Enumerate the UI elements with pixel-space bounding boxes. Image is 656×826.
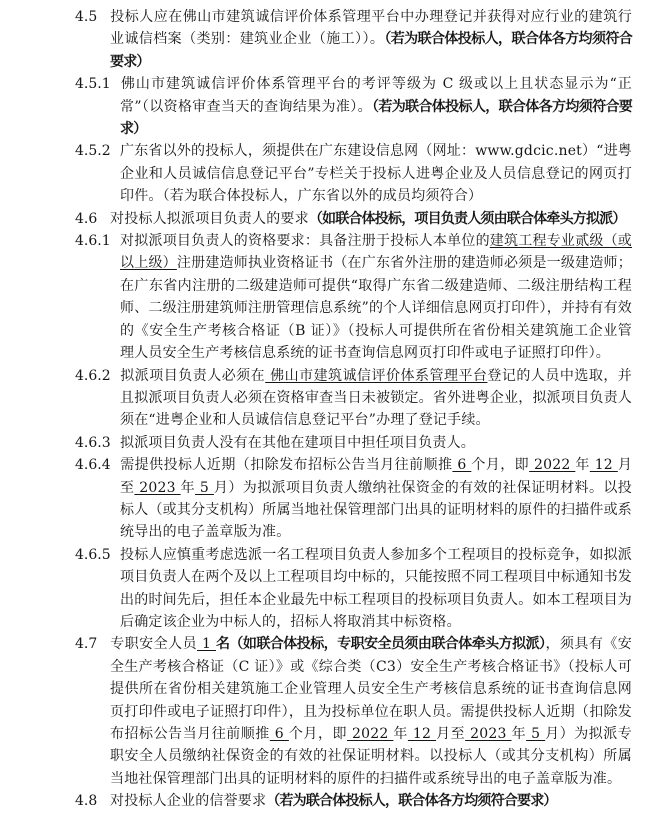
- text-run: ，须具有《安全生产考核合格证（C 证）》或《综合类（C3）安全生产考核合格证书》（投标人可提供所在省份相关建筑施工企业管理人员安全生产考核信息系统的证书查询信息网页打印件或电子证照打印件），且为投标单位在职人员。需提供投标人近期（扣除发布招标公告当月往前顺推: [110, 636, 633, 742]
- text-run: 月至: [436, 726, 466, 742]
- text-run: 拟派项目负责人必须在: [120, 367, 266, 384]
- underlined-fill-in-run: 12: [407, 726, 437, 742]
- text-run: 对投标人拟派项目负责人的要求: [110, 210, 309, 227]
- bold-emphasis-run: （若为联合体投标人，联合体各方均须符合要求）: [110, 31, 632, 70]
- section-text: [120, 457, 632, 540]
- section-4.5.1: [75, 73, 632, 140]
- underlined-fill-in-run: 6: [269, 726, 289, 742]
- text-run: 拟派项目负责人没有在其他在建项目中担任项目负责人。: [120, 434, 475, 451]
- underlined-fill-in-run: 2023: [465, 726, 512, 742]
- text-run: 注册建造师执业资格证书（在广东省外注册的建造师必须是一级建造师；在广东省内注册的二级建造师可提供“取得广东省二级建造师、二级注册结构工程师、二级注册建筑师注册管理信息系统”的个人详细信息网页打印件），并持有有效的《安全生产考核合格证（B 证）》（投标人可提供所在省份相关建筑施工企业管理人员安全生产考核信息系统的证书查询信息网页打印件或电子证照打印件）。: [120, 255, 632, 362]
- bold-emphasis-run: （若为联合体投标人，联合体各方均须符合要求）: [266, 793, 557, 810]
- underlined-fill-in-run: 佛山市建筑诚信评价体系管理平台: [265, 367, 488, 384]
- text-run: 投标人应在佛山市建筑诚信评价体系管理平台中办理登记并获得对应行业的建筑行业诚信档案（类别：建筑业企业（施工））。: [110, 9, 632, 48]
- underlined-fill-in-run: 2022: [529, 457, 576, 474]
- text-run: 广东省以外的投标人，须提供在广东建设信息网（网址：www.gdcic.net）“进粤企业和人员诚信信息登记平台”专栏关于投标人进粤企业及人员信息登记的网页打印件。（若为联合体投标人，广东省以外的成员均须符合）: [120, 143, 632, 205]
- section-number: 4.5.2: [75, 143, 111, 160]
- section-text: [110, 793, 557, 809]
- text-run: 需提供投标人近期（扣除发布招标公告当月往前顺推: [120, 457, 453, 474]
- bold-emphasis-run: 名（如联合体投标，专职安全员须由联合体牵头方拟派）: [215, 636, 546, 653]
- section-4.5: [75, 6, 632, 73]
- section-number: 4.6.5: [75, 546, 111, 563]
- text-run: 月）为拟派项目负责人缴纳社保资金的有效的社保证明材料。以投标人（或其分支机构）所属当地社保管理部门出具的证明材料的原件的扫描件或系统导出的电子盖章版为准。: [120, 479, 632, 541]
- section-number: 4.8: [75, 793, 98, 810]
- underlined-fill-in-run: 5: [526, 726, 546, 742]
- section-text: [110, 9, 632, 70]
- underlined-fill-in-run: 5: [195, 479, 214, 496]
- text-run: 年: [393, 726, 408, 742]
- text-run: 投标人应慎重考虑选派一名工程项目负责人参加多个工程项目的投标竞争，如拟派项目负责人在两个及以上工程项目均中标的，只能按照不同工程项目中标通知书发出的时间先后，担任本企业最先中标工程项目的投标项目负责人。如本工程项目为后确定该企业为中标人的，招标人将取消其中标资格。: [120, 546, 632, 630]
- section-text: [120, 233, 632, 361]
- section-number: 4.6: [75, 210, 98, 227]
- section-4.6.2: [75, 365, 632, 432]
- document-body: [75, 6, 632, 813]
- section-text: [110, 211, 626, 227]
- section-4.6.1: [75, 230, 632, 364]
- bold-emphasis-run: （如联合体投标，项目负责人须由联合体牵头方拟派）: [308, 210, 626, 227]
- section-number: 4.7: [75, 636, 98, 653]
- bold-emphasis-run: （若为联合体投标人，联合体各方均须符合要求）: [120, 98, 632, 138]
- text-run: 月）为拟派专职安全人员缴纳社保资金的有效的社保证明材料。以投标人（或其分支机构）所属当地社保管理部门出具的证明材料的原件的扫描件或系统导出的电子盖章版为准。: [110, 726, 633, 787]
- section-4.6.3: [75, 432, 632, 454]
- text-run: 年: [180, 479, 196, 496]
- section-text: [120, 547, 632, 630]
- section-4.6.4: [75, 454, 632, 544]
- text-run: 年: [511, 726, 527, 742]
- section-text: [120, 76, 632, 137]
- underlined-fill-in-run: 建筑工程专业贰级（或以上级）: [120, 233, 632, 272]
- section-text: [120, 435, 475, 451]
- text-run: 年: [575, 457, 590, 474]
- section-number: 4.5: [75, 9, 98, 25]
- text-run: 对投标人企业的信誉要求: [110, 793, 267, 810]
- text-run: 个月，即: [471, 457, 530, 474]
- section-4.7: [75, 633, 632, 790]
- section-number: 4.6.4: [75, 457, 111, 474]
- section-4.6.5: [75, 544, 632, 634]
- underlined-fill-in-run: 2022: [347, 726, 394, 742]
- section-4.5.2: [75, 140, 632, 207]
- text-run: 专职安全人员: [110, 636, 198, 653]
- text-run: 佛山市建筑诚信评价体系管理平台的考评等级为 C 级或以上且状态显示为“正常”（以资格审查当天的查询结果为准）。: [120, 76, 632, 115]
- text-run: 个月，即: [288, 726, 348, 742]
- text-run: 月至: [120, 457, 633, 496]
- section-number: 4.6.1: [75, 233, 111, 250]
- underlined-fill-in-run: 2023: [134, 479, 181, 496]
- section-text: [120, 368, 632, 429]
- underlined-fill-in-run: 1: [197, 636, 216, 653]
- section-number: 4.6.2: [75, 367, 111, 384]
- section-number: 4.6.3: [75, 434, 111, 451]
- underlined-fill-in-run: 6: [452, 457, 472, 474]
- section-text: [120, 143, 632, 204]
- text-run: 对拟派项目负责人的资格要求：具备注册于投标人本单位的: [120, 233, 490, 250]
- section-4.6: [75, 208, 632, 230]
- section-text: [110, 636, 632, 786]
- section-4.8: [75, 790, 632, 812]
- underlined-fill-in-run: 12: [589, 457, 618, 474]
- section-number: 4.5.1: [75, 76, 111, 93]
- text-run: 登记的人员中选取，并且拟派项目负责人必须在资格审查当日未被锁定。省外进粤企业，拟派项目负责人须在“进粤企业和人员诚信信息登记平台”办理了登记手续。: [120, 367, 633, 429]
